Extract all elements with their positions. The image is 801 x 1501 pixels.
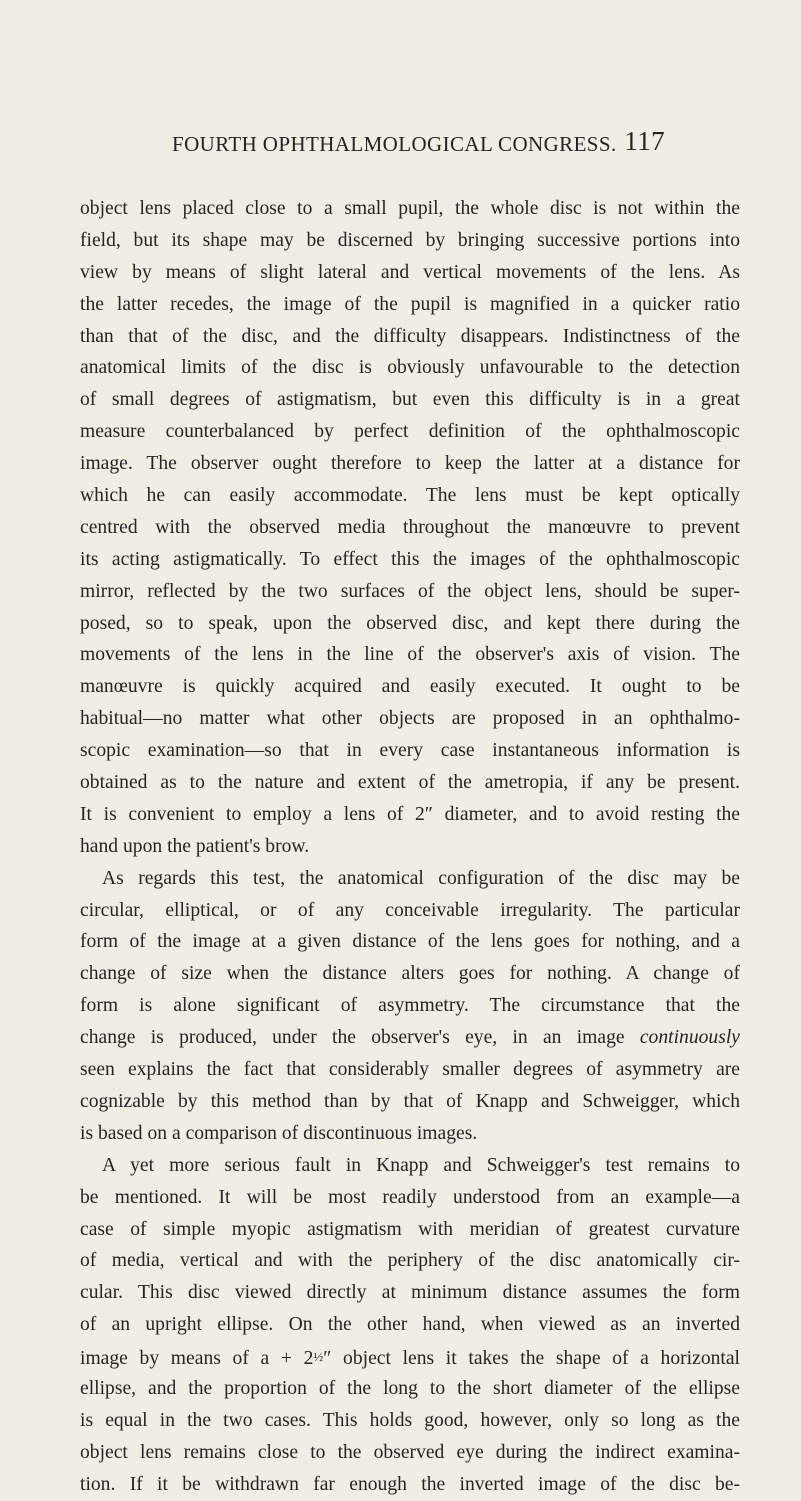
text-line: It is convenient to employ a lens of 2″ diameter, and to avoid resting the bbox=[80, 803, 740, 825]
text-line: As regards this test, the anatomical configuration of the disc may be bbox=[102, 867, 740, 889]
text-line: cular. This disc viewed directly at minimum distance assumes the form bbox=[80, 1282, 740, 1304]
text-line: of media, vertical and with the periphery of the disc anatomically cir- bbox=[80, 1250, 740, 1272]
text-line: form of the image at a given distance of the lens goes for nothing, and a bbox=[80, 931, 740, 953]
text-line: the latter recedes, the image of the pupil is magnified in a quicker ratio bbox=[80, 293, 740, 315]
text-line: circular, elliptical, or of any conceivable irregularity. The particular bbox=[80, 899, 740, 921]
running-title: FOURTH OPHTHALMOLOGICAL CONGRESS. bbox=[172, 132, 617, 156]
text-line: centred with the observed media throughout the manœuvre to prevent bbox=[80, 516, 740, 538]
text-line: obtained as to the nature and extent of the ametropia, if any be present. bbox=[80, 772, 740, 794]
text-line: is equal in the two cases. This holds good, however, only so long as the bbox=[80, 1409, 740, 1431]
text-line: its acting astigmatically. To effect this the images of the ophthalmoscopic bbox=[80, 548, 740, 570]
text-line: hand upon the patient's brow. bbox=[80, 835, 310, 857]
text-line: case of simple myopic astigmatism with meridian of greatest curvature bbox=[80, 1218, 740, 1240]
text-line: scopic examination—so that in every case instantaneous information is bbox=[80, 740, 740, 762]
text-line: movements of the lens in the line of the observer's axis of vision. The bbox=[80, 644, 740, 666]
text-line: anatomical limits of the disc is obviously unfavourable to the detection bbox=[80, 357, 740, 379]
text-line: view by means of slight lateral and vertical movements of the lens. As bbox=[80, 261, 740, 283]
text-line: A yet more serious fault in Knapp and Schweigger's test remains to bbox=[102, 1154, 740, 1176]
text-line: form is alone significant of asymmetry. The circumstance that the bbox=[80, 995, 740, 1017]
body-text bbox=[80, 193, 740, 1501]
text-line: tion. If it be withdrawn far enough the inverted image of the disc be- bbox=[80, 1473, 740, 1495]
text-line-with-italic bbox=[80, 1022, 740, 1054]
text-line: measure counterbalanced by perfect definition of the ophthalmoscopic bbox=[80, 421, 740, 443]
text-line: cognizable by this method than by that of Knapp and Schweigger, which bbox=[80, 1090, 740, 1112]
text-line: field, but its shape may be discerned by bringing successive portions into bbox=[80, 229, 740, 251]
text-segment: image by means of a bbox=[80, 1348, 270, 1370]
text-line: seen explains the fact that considerably smaller degrees of asymmetry are bbox=[80, 1059, 740, 1081]
text-line: posed, so to speak, upon the observed disc, and kept there during the bbox=[80, 612, 740, 634]
lens-fraction: ½ bbox=[313, 1349, 324, 1365]
text-line: of an upright ellipse. On the other hand, when viewed as an inverted bbox=[80, 1314, 740, 1336]
text-line: which he can easily accommodate. The lens must be kept optically bbox=[80, 485, 740, 507]
lens-unit: ″ bbox=[323, 1348, 332, 1370]
text-line: ellipse, and the proportion of the long to the short diameter of the ellipse bbox=[80, 1377, 740, 1399]
lens-power: + 2 bbox=[280, 1348, 314, 1370]
text-line: change of size when the distance alters goes for nothing. A change of bbox=[80, 963, 740, 985]
text-line: object lens placed close to a small pupil, the whole disc is not within the bbox=[80, 198, 740, 219]
text-segment: object lens it takes the shape of a horizontal bbox=[343, 1348, 740, 1370]
text-line-with-lens-power bbox=[80, 1341, 740, 1373]
text-line: manœuvre is quickly acquired and easily executed. It ought to be bbox=[80, 676, 740, 698]
text-line: than that of the disc, and the difficulty disappears. Indistinctness of the bbox=[80, 325, 740, 347]
text-line: image. The observer ought therefore to keep the latter at a distance for bbox=[80, 453, 740, 475]
text-segment: change is produced, under the observer's eye, in an image bbox=[80, 1027, 625, 1049]
text-line: of small degrees of astigmatism, but even this difficulty is in a great bbox=[80, 389, 740, 411]
text-line: habitual—no matter what other objects are proposed in an ophthalmo- bbox=[80, 708, 740, 730]
running-head bbox=[172, 126, 665, 168]
page-number: 117 bbox=[624, 126, 665, 156]
italic-word: continuously bbox=[639, 1027, 740, 1049]
text-line: is based on a comparison of discontinuous images. bbox=[80, 1122, 478, 1144]
text-line: be mentioned. It will be most readily understood from an example—a bbox=[80, 1186, 740, 1208]
text-line: mirror, reflected by the two surfaces of the object lens, should be super- bbox=[80, 580, 740, 602]
text-line: object lens remains close to the observed eye during the indirect examina- bbox=[80, 1441, 740, 1463]
